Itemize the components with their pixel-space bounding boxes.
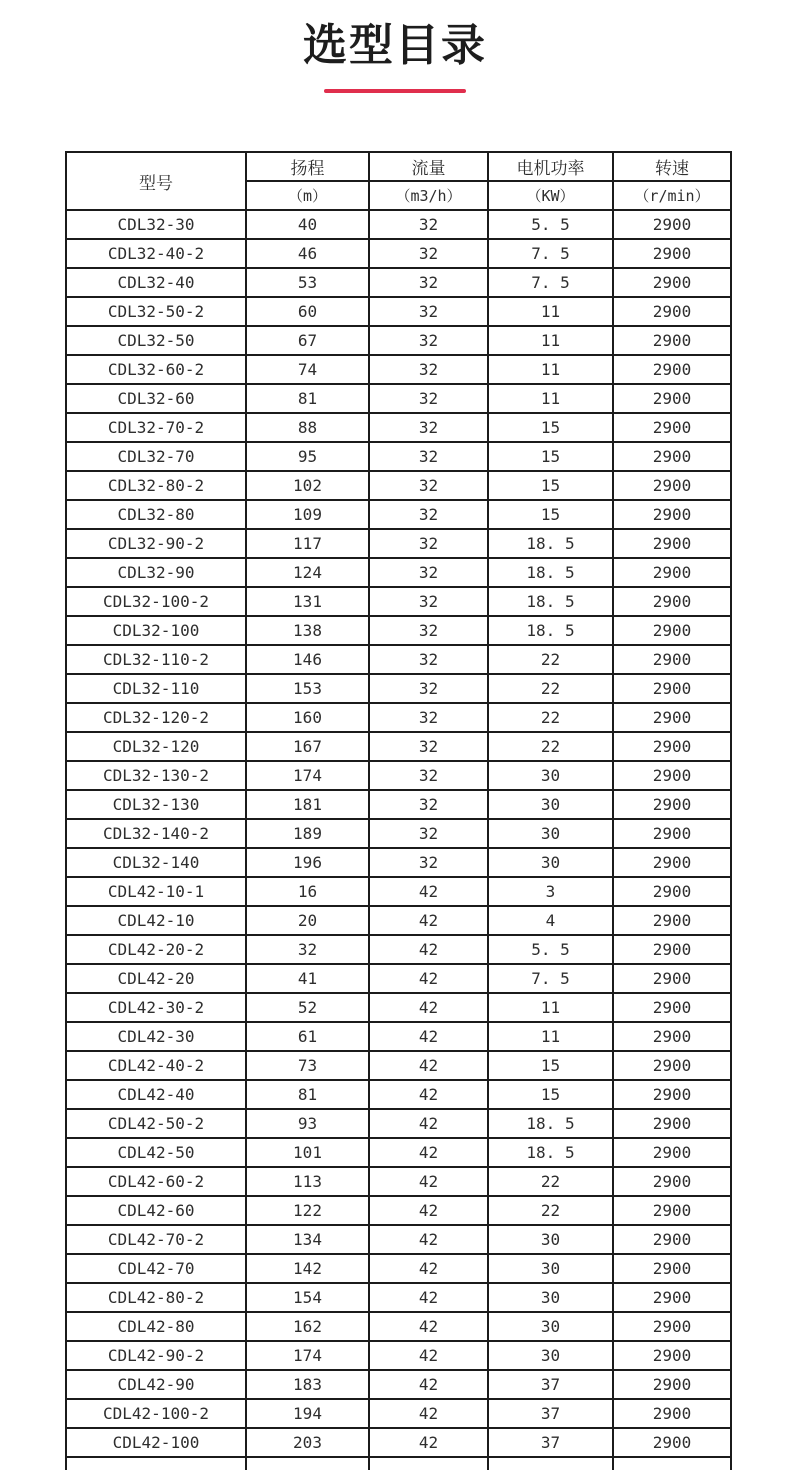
cell-flow: 42 [369, 1341, 488, 1370]
table-row [66, 1080, 731, 1109]
table-row [66, 1428, 731, 1457]
cell-flow: 32 [369, 268, 488, 297]
table-row [66, 355, 731, 384]
table-row [66, 848, 731, 877]
cell-power: 11 [488, 1022, 613, 1051]
cell-speed: 2900 [613, 1399, 731, 1428]
cell-model: CDL42-40 [66, 1080, 246, 1109]
cell-flow: 32 [369, 848, 488, 877]
cell-speed: 2900 [613, 1428, 731, 1457]
cell-speed: 2900 [613, 297, 731, 326]
cell-flow: 32 [369, 732, 488, 761]
cell-speed: 2900 [613, 558, 731, 587]
cell-speed: 2900 [613, 1225, 731, 1254]
cell-head: 174 [246, 761, 369, 790]
table-row [66, 210, 731, 239]
cell-speed: 2900 [613, 268, 731, 297]
cell-flow: 32 [369, 790, 488, 819]
cell-head: 203 [246, 1428, 369, 1457]
cell-flow: 42 [369, 1254, 488, 1283]
table-header [66, 152, 731, 210]
cell-power: 22 [488, 645, 613, 674]
cell-model: CDL32-130-2 [66, 761, 246, 790]
table-row [66, 1138, 731, 1167]
table-row [66, 732, 731, 761]
cell-speed: 2900 [613, 471, 731, 500]
table-row [66, 268, 731, 297]
cell-model: CDL42-50 [66, 1138, 246, 1167]
cell-power: 15 [488, 1080, 613, 1109]
cell-flow: 32 [369, 529, 488, 558]
table-row [66, 964, 731, 993]
table-row [66, 558, 731, 587]
cell-power: 22 [488, 674, 613, 703]
cell-speed: 2900 [613, 848, 731, 877]
table-row [66, 761, 731, 790]
table-body [66, 210, 731, 1470]
cell-speed: 2900 [613, 1138, 731, 1167]
cell-power: 18. 5 [488, 529, 613, 558]
cell-model: CDL32-80 [66, 500, 246, 529]
cell-model: CDL42-10 [66, 906, 246, 935]
cell-speed: 2900 [613, 1022, 731, 1051]
cell-speed: 2900 [613, 674, 731, 703]
cell-power: 5. 5 [488, 210, 613, 239]
cell-head: 160 [246, 703, 369, 732]
cell-head [246, 1457, 369, 1470]
cell-model: CDL32-50 [66, 326, 246, 355]
cell-speed: 2900 [613, 210, 731, 239]
cell-power: 18. 5 [488, 558, 613, 587]
cell-model: CDL42-80 [66, 1312, 246, 1341]
cell-head: 52 [246, 993, 369, 1022]
cell-flow: 42 [369, 935, 488, 964]
cell-flow: 32 [369, 674, 488, 703]
cell-power: 15 [488, 471, 613, 500]
cell-flow [369, 1457, 488, 1470]
cell-power: 30 [488, 848, 613, 877]
cell-model: CDL42-70-2 [66, 1225, 246, 1254]
cell-model: CDL32-90 [66, 558, 246, 587]
cell-head: 181 [246, 790, 369, 819]
cell-model: CDL32-120-2 [66, 703, 246, 732]
cell-power: 37 [488, 1428, 613, 1457]
cell-model: CDL42-30 [66, 1022, 246, 1051]
cell-flow: 32 [369, 587, 488, 616]
cell-power: 30 [488, 761, 613, 790]
cell-speed: 2900 [613, 703, 731, 732]
table-row [66, 471, 731, 500]
cell-head: 162 [246, 1312, 369, 1341]
header-head: 扬程 [246, 152, 369, 181]
table-row [66, 442, 731, 471]
cell-flow: 32 [369, 239, 488, 268]
table-row [66, 1022, 731, 1051]
cell-model: CDL32-40-2 [66, 239, 246, 268]
cell-speed: 2900 [613, 1051, 731, 1080]
page-title: 选型目录 [303, 20, 487, 71]
cell-speed: 2900 [613, 587, 731, 616]
table-row [66, 1312, 731, 1341]
cell-power: 15 [488, 500, 613, 529]
cell-head: 81 [246, 1080, 369, 1109]
cell-head: 131 [246, 587, 369, 616]
cell-flow: 42 [369, 1399, 488, 1428]
table-row [66, 1283, 731, 1312]
cell-head: 109 [246, 500, 369, 529]
cell-speed [613, 1457, 731, 1470]
cell-speed: 2900 [613, 790, 731, 819]
cell-model: CDL42-20-2 [66, 935, 246, 964]
table-row [66, 1051, 731, 1080]
cell-flow: 42 [369, 1196, 488, 1225]
cell-head: 53 [246, 268, 369, 297]
cell-head: 113 [246, 1167, 369, 1196]
header-head-unit: （m） [246, 181, 369, 210]
cell-flow: 32 [369, 703, 488, 732]
cell-speed: 2900 [613, 906, 731, 935]
cell-speed: 2900 [613, 819, 731, 848]
cell-model: CDL32-70 [66, 442, 246, 471]
cell-model: CDL42-80-2 [66, 1283, 246, 1312]
cell-power: 11 [488, 355, 613, 384]
cell-flow: 42 [369, 1109, 488, 1138]
table-row [66, 297, 731, 326]
cell-flow: 42 [369, 1022, 488, 1051]
cell-flow: 42 [369, 993, 488, 1022]
cell-flow: 42 [369, 1051, 488, 1080]
cell-flow: 32 [369, 442, 488, 471]
cell-model: CDL42-100-2 [66, 1399, 246, 1428]
cell-speed: 2900 [613, 442, 731, 471]
cell-model: CDL42-90-2 [66, 1341, 246, 1370]
cell-power: 15 [488, 442, 613, 471]
cell-speed: 2900 [613, 1254, 731, 1283]
cell-flow: 32 [369, 645, 488, 674]
cell-power: 30 [488, 1225, 613, 1254]
table-row [66, 1196, 731, 1225]
cell-model: CDL42-90 [66, 1370, 246, 1399]
cell-speed: 2900 [613, 732, 731, 761]
cell-head: 124 [246, 558, 369, 587]
cell-speed: 2900 [613, 500, 731, 529]
table-row [66, 906, 731, 935]
cell-model: CDL32-100 [66, 616, 246, 645]
cell-flow: 42 [369, 1370, 488, 1399]
table-row [66, 1167, 731, 1196]
table-row [66, 1341, 731, 1370]
cell-flow: 32 [369, 616, 488, 645]
cell-speed: 2900 [613, 413, 731, 442]
cell-power: 18. 5 [488, 616, 613, 645]
cell-power: 18. 5 [488, 587, 613, 616]
cell-speed: 2900 [613, 1283, 731, 1312]
cell-speed: 2900 [613, 1167, 731, 1196]
cell-model: CDL42-50-2 [66, 1109, 246, 1138]
cell-power: 37 [488, 1399, 613, 1428]
cell-model: CDL32-80-2 [66, 471, 246, 500]
cell-power: 11 [488, 297, 613, 326]
cell-power: 37 [488, 1370, 613, 1399]
cell-head: 32 [246, 935, 369, 964]
cell-speed: 2900 [613, 935, 731, 964]
cell-flow: 42 [369, 1225, 488, 1254]
cell-power: 11 [488, 384, 613, 413]
table-row [66, 935, 731, 964]
cell-speed: 2900 [613, 1196, 731, 1225]
cell-model: CDL32-70-2 [66, 413, 246, 442]
cell-power: 30 [488, 1283, 613, 1312]
table-row [66, 384, 731, 413]
cell-power [488, 1457, 613, 1470]
cell-model: CDL32-90-2 [66, 529, 246, 558]
cell-model: CDL42-30-2 [66, 993, 246, 1022]
cell-model: CDL32-120 [66, 732, 246, 761]
cell-speed: 2900 [613, 1312, 731, 1341]
cell-head: 138 [246, 616, 369, 645]
table-row [66, 1254, 731, 1283]
cell-flow: 32 [369, 210, 488, 239]
cell-model: CDL32-130 [66, 790, 246, 819]
cell-speed: 2900 [613, 761, 731, 790]
header-power: 电机功率 [488, 152, 613, 181]
cell-head: 174 [246, 1341, 369, 1370]
cell-model: CDL42-70 [66, 1254, 246, 1283]
cell-head: 60 [246, 297, 369, 326]
cell-flow: 42 [369, 964, 488, 993]
cell-head: 154 [246, 1283, 369, 1312]
table-row [66, 993, 731, 1022]
cell-model: CDL42-60-2 [66, 1167, 246, 1196]
table-row [66, 239, 731, 268]
cell-model: CDL42-100 [66, 1428, 246, 1457]
table-row [66, 877, 731, 906]
cell-head: 81 [246, 384, 369, 413]
cell-speed: 2900 [613, 355, 731, 384]
cell-power: 11 [488, 993, 613, 1022]
cell-head: 40 [246, 210, 369, 239]
cell-flow: 42 [369, 877, 488, 906]
cell-flow: 42 [369, 1167, 488, 1196]
cell-power: 18. 5 [488, 1138, 613, 1167]
cell-flow: 42 [369, 1080, 488, 1109]
cell-head: 196 [246, 848, 369, 877]
cell-model: CDL32-100-2 [66, 587, 246, 616]
cell-speed: 2900 [613, 239, 731, 268]
cell-flow: 32 [369, 326, 488, 355]
cell-power: 7. 5 [488, 964, 613, 993]
header-flow-unit: （m3/h） [369, 181, 488, 210]
cell-speed: 2900 [613, 964, 731, 993]
cell-power: 30 [488, 1341, 613, 1370]
cell-head: 67 [246, 326, 369, 355]
cell-head: 189 [246, 819, 369, 848]
cell-power: 30 [488, 790, 613, 819]
cell-flow: 32 [369, 384, 488, 413]
cell-power: 7. 5 [488, 268, 613, 297]
cell-head: 194 [246, 1399, 369, 1428]
table-row [66, 1457, 731, 1470]
selection-catalog-table [65, 151, 732, 1470]
cell-model: CDL32-140 [66, 848, 246, 877]
cell-speed: 2900 [613, 1080, 731, 1109]
cell-head: 101 [246, 1138, 369, 1167]
header-speed: 转速 [613, 152, 731, 181]
cell-speed: 2900 [613, 326, 731, 355]
cell-model: CDL32-110 [66, 674, 246, 703]
header-row-labels [66, 152, 731, 181]
cell-head: 61 [246, 1022, 369, 1051]
cell-flow: 32 [369, 819, 488, 848]
header-flow: 流量 [369, 152, 488, 181]
table-row [66, 645, 731, 674]
cell-flow: 32 [369, 761, 488, 790]
cell-power: 22 [488, 1196, 613, 1225]
table-row [66, 703, 731, 732]
cell-speed: 2900 [613, 877, 731, 906]
cell-speed: 2900 [613, 529, 731, 558]
cell-head: 117 [246, 529, 369, 558]
cell-flow: 32 [369, 471, 488, 500]
cell-power: 15 [488, 1051, 613, 1080]
table-row [66, 790, 731, 819]
cell-flow: 32 [369, 297, 488, 326]
cell-model [66, 1457, 246, 1470]
table-row [66, 674, 731, 703]
cell-head: 41 [246, 964, 369, 993]
table-row [66, 529, 731, 558]
cell-head: 146 [246, 645, 369, 674]
table-row [66, 1225, 731, 1254]
cell-flow: 42 [369, 1428, 488, 1457]
cell-speed: 2900 [613, 1370, 731, 1399]
cell-power: 4 [488, 906, 613, 935]
cell-flow: 42 [369, 1283, 488, 1312]
cell-power: 5. 5 [488, 935, 613, 964]
cell-head: 73 [246, 1051, 369, 1080]
cell-model: CDL42-40-2 [66, 1051, 246, 1080]
table-row [66, 1399, 731, 1428]
cell-flow: 42 [369, 1312, 488, 1341]
table-row [66, 1370, 731, 1399]
table-row [66, 326, 731, 355]
cell-flow: 32 [369, 558, 488, 587]
cell-head: 183 [246, 1370, 369, 1399]
table-row [66, 1109, 731, 1138]
cell-power: 30 [488, 1254, 613, 1283]
cell-power: 30 [488, 819, 613, 848]
cell-power: 3 [488, 877, 613, 906]
cell-speed: 2900 [613, 1341, 731, 1370]
cell-model: CDL32-140-2 [66, 819, 246, 848]
cell-speed: 2900 [613, 384, 731, 413]
cell-power: 22 [488, 732, 613, 761]
cell-head: 93 [246, 1109, 369, 1138]
cell-speed: 2900 [613, 645, 731, 674]
cell-model: CDL42-10-1 [66, 877, 246, 906]
cell-flow: 32 [369, 355, 488, 384]
cell-power: 7. 5 [488, 239, 613, 268]
cell-power: 22 [488, 703, 613, 732]
cell-model: CDL42-60 [66, 1196, 246, 1225]
cell-head: 167 [246, 732, 369, 761]
cell-power: 30 [488, 1312, 613, 1341]
cell-model: CDL32-30 [66, 210, 246, 239]
cell-flow: 32 [369, 413, 488, 442]
cell-speed: 2900 [613, 616, 731, 645]
cell-head: 153 [246, 674, 369, 703]
table-row [66, 500, 731, 529]
title-underline-accent [324, 89, 466, 93]
cell-model: CDL32-50-2 [66, 297, 246, 326]
cell-head: 16 [246, 877, 369, 906]
cell-head: 74 [246, 355, 369, 384]
header-model: 型号 [66, 152, 246, 210]
cell-power: 11 [488, 326, 613, 355]
cell-head: 95 [246, 442, 369, 471]
cell-head: 20 [246, 906, 369, 935]
header-power-unit: （KW） [488, 181, 613, 210]
cell-power: 22 [488, 1167, 613, 1196]
cell-model: CDL32-40 [66, 268, 246, 297]
table-row [66, 616, 731, 645]
table-row [66, 413, 731, 442]
cell-power: 18. 5 [488, 1109, 613, 1138]
cell-model: CDL42-20 [66, 964, 246, 993]
cell-flow: 42 [369, 1138, 488, 1167]
table-row [66, 587, 731, 616]
cell-flow: 32 [369, 500, 488, 529]
cell-speed: 2900 [613, 1109, 731, 1138]
cell-model: CDL32-60-2 [66, 355, 246, 384]
cell-model: CDL32-110-2 [66, 645, 246, 674]
cell-model: CDL32-60 [66, 384, 246, 413]
cell-head: 122 [246, 1196, 369, 1225]
cell-head: 102 [246, 471, 369, 500]
cell-head: 134 [246, 1225, 369, 1254]
cell-head: 142 [246, 1254, 369, 1283]
cell-head: 46 [246, 239, 369, 268]
cell-flow: 42 [369, 906, 488, 935]
table-row [66, 819, 731, 848]
cell-power: 15 [488, 413, 613, 442]
header-speed-unit: （r/min） [613, 181, 731, 210]
cell-speed: 2900 [613, 993, 731, 1022]
cell-head: 88 [246, 413, 369, 442]
